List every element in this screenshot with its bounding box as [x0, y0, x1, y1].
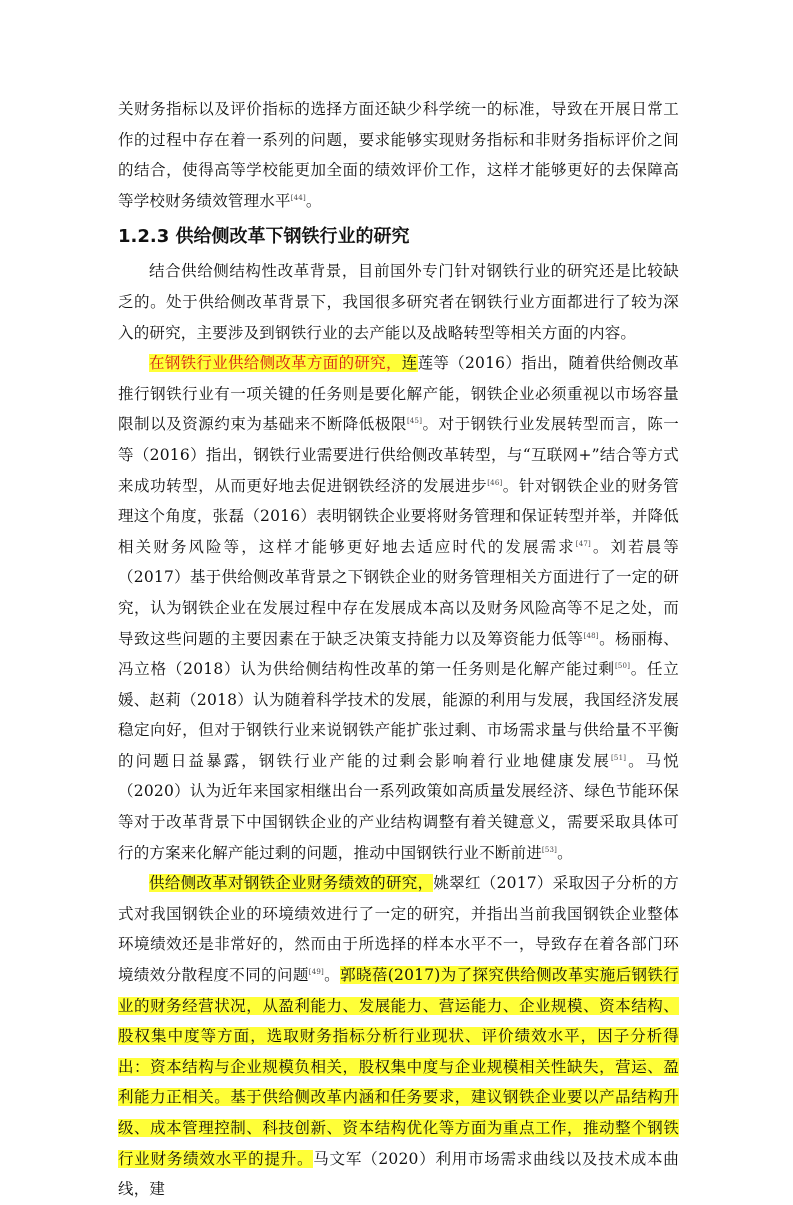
citation-53: [53]: [541, 845, 558, 854]
paragraph-2: [118, 348, 679, 868]
citation-51: [51]: [611, 753, 627, 762]
p3-s1: 姚翠红（2017）采取因子分析的方式对我国钢铁企业的环境绩效进行了一定的研究，并指出当前我国钢铁企业整体环境绩效还是非常好的，然而由于所选择的样本水平不一，导致存在着各部门环境绩效分散程度不同的问题: [118, 874, 679, 985]
citation-45: [45]: [406, 417, 423, 426]
highlight-dup-char: 连: [401, 354, 418, 373]
highlight-block-2: 郭晓蓓(2017)为了探究供给侧改革实施后钢铁行业的财务经营状况，从盈利能力、发展能力、营运能力、企业规模、资本结构、股权集中度等方面，选取财务指标分析行业现状、评价绩效水平，因子分析得出：资本结构与企业规模负相关，股权集中度与企业规模相关性缺失，营运、盈利能力正相关。基于供给侧改革内涵和任务要求，建议钢铁企业要以产品结构升级、成本管理控制、科技创新、资本结构优化等方面为重点工作，推动整个钢铁行业财务绩效水平的提升。: [118, 966, 680, 1168]
p2-s4: 。刘若晨等（2017）基于供给侧改革背景之下钢铁企业的财务管理相关方面进行了一定的研究，认为钢铁企业在发展过程中存在发展成本高以及财务风险高等不足之处，而导致这些问题的主要因素在于缺乏决策支持能力以及筹资能力低等: [118, 537, 679, 648]
p2-s3: 。针对钢铁企业的财务管理这个角度，张磊（2016）表明钢铁企业要将财务管理和保证转型并举，并降低相关财务风险等，这样才能够更好地去适应时代的发展需求: [118, 476, 679, 556]
paragraph-1: 结合供给侧结构性改革背景，目前国外专门针对钢铁行业的研究还是比较缺乏的。处于供给侧改革背景下，我国很多研究者在钢铁行业方面都进行了较为深入的研究，主要涉及到钢铁行业的去产能以及战略转型等相关方面的内容。: [118, 262, 679, 342]
section-heading: 1.2.3 供给侧改革下钢铁行业的研究: [118, 226, 410, 248]
citation-44: [44]: [290, 193, 306, 202]
p2-end: 。: [557, 843, 573, 862]
p2-s7: 。马悦（2020）认为近年来国家相继出台一系列政策如高质量发展经济、绿色节能环保等对于改革背景下中国钢铁企业的产业结构调整有着关键意义，需要采取具体可行的方案来化解产能过剩的问题，推动中国钢铁行业不断前进: [118, 751, 679, 862]
paragraph-intro: [118, 94, 679, 216]
p2-s5: 。杨丽梅、冯立格（2018）认为供给侧结构性改革的第一任务则是化解产能过剩: [118, 629, 679, 679]
citation-48: [48]: [583, 631, 599, 640]
citation-46: [46]: [487, 478, 503, 487]
intro-end: 。: [305, 191, 322, 210]
p3-s3: 马文军（2020）利用市场需求曲线以及技术成本曲线，建: [118, 1149, 679, 1199]
p2-s1: 莲等（2016）指出，随着供给侧改革推行钢铁行业有一项关键的任务则是要化解产能，钢铁企业必须重视以市场容量限制以及资源约束为基础来不断降低极限: [118, 354, 679, 434]
p3-s2: 。: [323, 966, 341, 985]
p2-s6: 。任立媛、赵莉（2018）认为随着科学技术的发展，能源的利用与发展，我国经济发展稳定向好，但对于钢铁行业来说钢铁产能扩张过剩、市场需求量与供给量不平衡的问题日益暴露，钢铁行业产能的过剩会影响着行业地健康发展: [118, 660, 679, 770]
paragraph-3: [118, 868, 679, 1205]
citation-49: [49]: [308, 967, 324, 976]
citation-50: [50]: [614, 661, 631, 670]
highlight-red-phrase: 在钢铁行业供给侧改革方面的研究，: [149, 354, 402, 373]
p2-s2: 。对于钢铁行业发展转型而言，陈一等（2016）指出，钢铁行业需要进行供给侧改革转型，与“互联网+”结合等方式来成功转型，从而更好地去促进钢铁经济的发展进步: [118, 415, 679, 495]
citation-47: [47]: [575, 539, 591, 548]
highlight-phrase-1: 供给侧改革对钢铁企业财务绩效的研究，: [149, 874, 434, 893]
intro-text: 关财务指标以及评价指标的选择方面还缺少科学统一的标准，导致在开展日常工作的过程中存在着一系列的问题，要求能够实现财务指标和非财务指标评价之间的结合，使得高等学校能更加全面的绩效评价工作，这样才能够更好的去保障高等学校财务绩效管理水平: [118, 100, 679, 210]
